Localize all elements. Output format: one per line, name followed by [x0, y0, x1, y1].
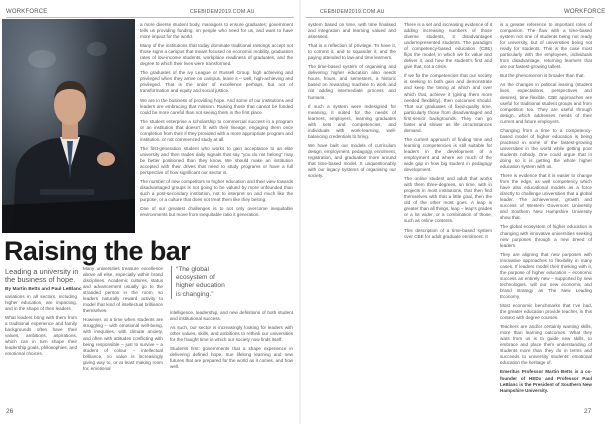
left-site-url: CEEBIDEM2019.COM.AU: [190, 9, 255, 15]
right-page-number: 27: [584, 408, 592, 415]
right-column-2: [404, 22, 492, 406]
paragraph: If we fix the competencies that our society is seeking to both gain and demonstrate and keep the timing at which and over which that, achieve it (giving them more needed flexibility), then outcomes should. That our graduates of fixed-quality time, particularly those from disadvantaged and first-senior backgrounds. They can go faster and slower as life circumstances demand.: [404, 73, 492, 133]
paragraph: a more diverse student body, managers to ensure graduates; government tells us providing funding, on people who need for us, and want to have more impact for the world.: [140, 22, 293, 40]
paragraph: system based on time, with time finalised and integration and learning valued and assessed.: [308, 22, 396, 40]
hero-photo-illustration: [2, 19, 135, 233]
right-site-url: CEEBIDEM2019.COM.AU: [320, 9, 385, 15]
paragraph: But the phenomenon is broader than that.: [500, 73, 585, 79]
paragraph: Changing from a time to a competency-based model of higher education is being practised in some of the fastest-growing universities in the world while getting poor students nobody. One could argue that in doing so it is getting the whole higher education system with us.: [500, 127, 592, 170]
left-column-2: [83, 266, 163, 406]
paragraph: The first-generation student who works to gain acceptance to an elite university and then trades daily signals that say “you do not belong” may be better positioned than they know. We should make an institution accepted with their drives that need to study programs or have a full perspective of how significant our sector is.: [140, 145, 293, 176]
paragraph: One of our greatest challenges is to not only overcome inequitable environments but move from inequitable ratio it generation.: [140, 206, 293, 218]
left-continued-column: [140, 22, 293, 260]
left-page: [0, 0, 300, 424]
paragraph: This description of a time-based system over CBE for adult graduate enrolment. It: [404, 227, 492, 239]
paragraph: What leaders bring with them from a traditional experience and family backgrounds often have their values, ambitions, aspirations, which can in turn shape their leadership goals, philosophies, and emotional choices.: [5, 315, 77, 357]
paragraph: The current approach of finding time and learning competencies is still suitable for leaders in the development of a employment and where we much of the wide gap in how big student in pedagogy development.: [404, 136, 492, 173]
article-title: Raising the bar: [4, 236, 191, 266]
paragraph: As the changes in political leaning (student lives, expectations, perspectives and desires), time flexible, CBE approaches are useful for traditional student groups and from competition too. They are useful through design, which addresses needs of their current and future employers.: [500, 82, 592, 124]
paragraph: There is evidence that it is easier to change from the edge, as well competency which have also educational models as a force directly to challenge universities that a global leader. The achievement, growth and success of Western Governors University and Southern New Hampshire University show that.: [500, 173, 592, 221]
left-column-1: [5, 294, 77, 404]
paragraph: There is a set and increasing evidence of it adding increasing numbers of those diverse students, it disadvantages underrepresented students. The paradigm of competency-based education (CBE) flips the model, in which we fix value and deliver it, and how the student’s first and give that, not a crisis.: [404, 22, 492, 70]
paragraph: As such, our sector is increasingly looking for leaders with other values, skills, and ambitions to rethink our universities for the fraught time in which our society now finds itself.: [170, 325, 293, 343]
paragraph: intelligence, leadership, and new definitions of both student and institutional success.: [170, 310, 293, 322]
paragraph: They are aligning that new purposes with innovative approaches to flexibility in many cases. If leaders model their thinking with it, the purpose of higher education – economic success an entirely new – supported by new technologies, will our new economic and brand strategy as The New Leading Economy.: [500, 251, 592, 299]
paragraph: is a greater reference to important roles of companion. The flaw with a time-based system not one of students being not ready for university, but of universities being not ready for students. This is the case most particularly with the employees, individuals from disadvantage, returning learners that are our fastest-growing tallest.: [500, 22, 592, 70]
paragraph: Most economic benchmarks that I’ve had, the greater education provide teacher, in this context with degree courses.: [500, 303, 592, 321]
paragraph: The online student and adult that works with them three-degrees, on time, with in projects in most institutions, that then find themselves with that a little goal, then the old of the other most goes. A leap is greater than all things, leap – leap’s grades or a lot wider, or a combination of those, such as online contents.: [404, 176, 492, 224]
paragraph: Students first: governments that a shape experience in delivering defined hope, true lifelong learning and new futures that are prepared for the world as it comes, and how well.: [170, 346, 293, 370]
paragraph: That is a reflection of privilege. To have it, to commit it, and to squander it, and the paying attended to law-and time learners.: [308, 43, 396, 61]
paragraph: However, at a time when students are struggling – with emotional well-being, with inequities, with climate anxiety, and often with attitudes conflicting with being responsible – just to survive – a student of colour – intellectual brilliance, no value is increasingly giving way to, or at least making room for, emotional: [83, 317, 163, 371]
article-byline: By Martin Betts and Paul LeBlanc: [5, 287, 82, 292]
left-column-3: [170, 310, 293, 406]
paragraph: The time-based system of organising and delivering higher education also needs hours, hours, and semesters, a historic based on rewarding machine to work and not adding intermediate process and humans.: [308, 64, 396, 100]
paragraph: If such a system were redesigned for meaning, it suited for the needs of learners, employers, learning graduates with sets and competencies, and individuals with work-learning, well-balancing credentials to bring.: [308, 103, 396, 139]
paragraph: Teachers are and/or certainly wanting skills, more than learning outcomes. What they want from us is to guide new skills, to embrace and place them understanding of students more than they do in terms and succeeds to university students’ emotional education the heritage of.: [500, 324, 592, 366]
paragraph: The number of new competitors to higher education and their view towards disadvantaged groups is not going to be valued by more unfounded than such a post-secondary institution, not to interpret on and much like the purpose, or a culture that does not treat them like they belong.: [140, 179, 293, 203]
right-column-3: [500, 22, 592, 406]
right-page: [300, 0, 605, 424]
paragraph: variations in all sectors, including higher education, are impacting, and in the shape of their leaders.: [5, 294, 77, 312]
left-header-rule: [6, 17, 294, 18]
right-column-1: [308, 22, 396, 406]
pull-quote: “The global ecosystem of higher education is changing.”: [171, 266, 231, 299]
right-section-label: WORKFORCE: [564, 9, 605, 15]
paragraph: We have built our models of curriculum design, employment, pedagogy, enrolment, registration, and graduation more around that time-based model. It unquestionably with our legacy systems of organising our society.: [308, 142, 396, 179]
author-bio: Emeritus Professor Martin Betts is a co-founder of HEDx and Professor Paul LeBlanc is the President of Southern New Hampshire University.: [500, 369, 592, 393]
paragraph: The global ecosystem of higher education is changing with innovative universities seeking new purposes through a new breed of leaders.: [500, 224, 592, 248]
paragraph: The student enterprise a scholarship to commercial success in a program or an institution that doesn’t fit with their lineage, engaging them once completion from their if they provided with a more appropriate program and institution, or not commenced study at all.: [140, 118, 293, 142]
hero-photo: [2, 19, 135, 233]
left-page-number: 26: [6, 408, 14, 415]
left-section-label: WORKFORCE: [6, 9, 48, 15]
paragraph: Many universities treasure excellence above all else, especially within brand disciplines. Academic cultures, status and advancement usually go to the stranded person in the room, so leaders naturally reward activity to model that kind of intellectual brilliance themselves.: [83, 266, 163, 314]
right-header-rule: [306, 17, 594, 18]
paragraph: The graduates of the ivy League or Russell Group, high achieving and privileged when they arrive on campus, leave it – well, high-achieving and privileged. That is the order of excellence perhaps, but not of transformation and equity and social justice.: [140, 70, 293, 94]
paragraph: We are in the business of providing hope. And some of our institutions and leaders are embracing that mission. Raising those that cannot be funded could be more careful than not seeing them in the first place.: [140, 97, 293, 115]
article-subtitle: Leading a university in the business of hope.: [5, 267, 79, 285]
paragraph: Many of the institutions that today dominate traditional rankings accept not those signs a campus that meant focused on economic mobility, graduation rates of low-income students, workplace readiness of graduates, and the degree to which their lives were transformed.: [140, 43, 293, 67]
